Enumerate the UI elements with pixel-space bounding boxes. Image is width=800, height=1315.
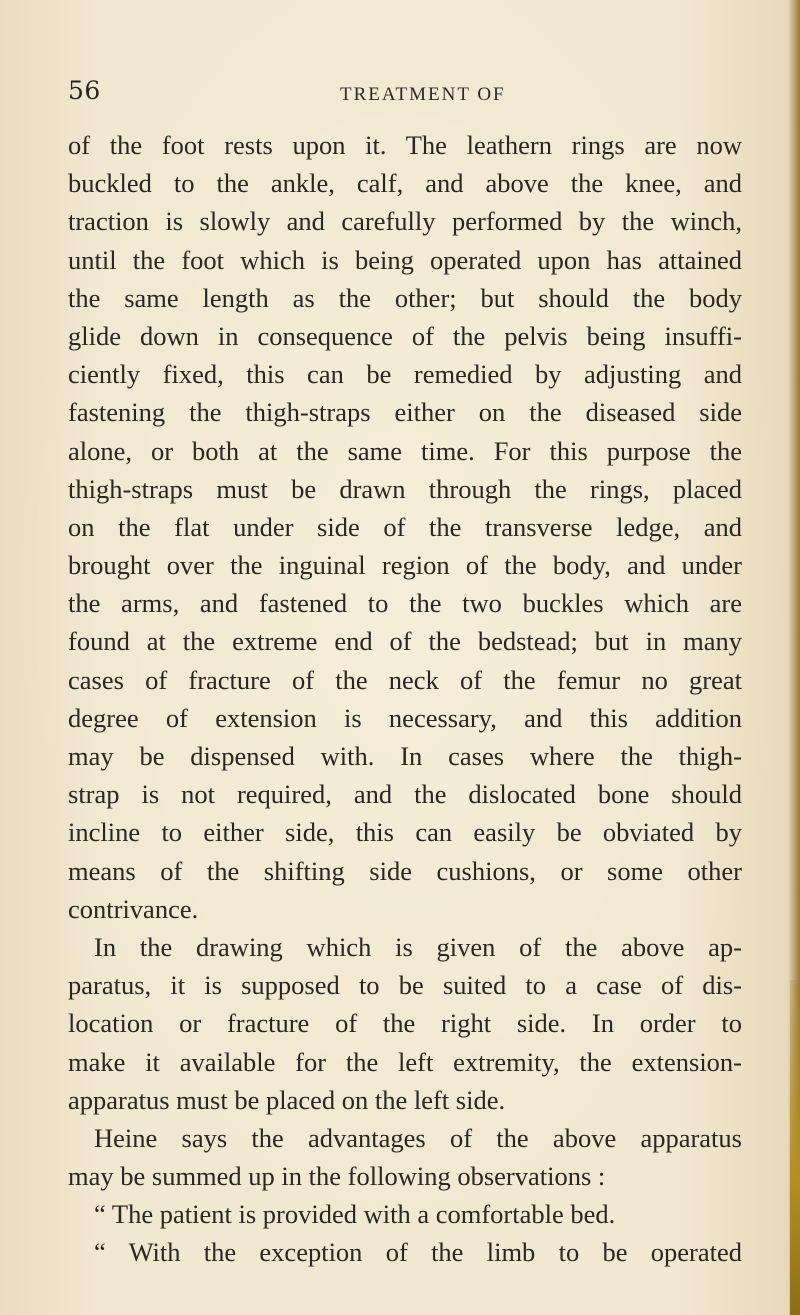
text-line: on the flat under side of the transverse ledge, and [68, 511, 742, 542]
text-line: means of the shifting side cushions, or some other [68, 855, 742, 886]
text-line: “ With the exception of the limb to be operated [94, 1237, 742, 1268]
text-line: glide down in consequence of the pelvis being insuffi- [68, 320, 742, 351]
text-line: make it available for the left extremity, the extension- [68, 1046, 742, 1077]
text-line: “ The patient is provided with a comfortable bed. [94, 1199, 616, 1230]
text-line: ciently fixed, this can be remedied by adjusting and [68, 359, 742, 390]
running-head: TREATMENT OF [340, 84, 506, 105]
text-line: brought over the inguinal region of the body, and under [68, 550, 742, 581]
text-line: found at the extreme end of the bedstead; but in many [68, 626, 742, 657]
text-line: location or fracture of the right side. In order to [68, 1008, 742, 1039]
text-line: buckled to the ankle, calf, and above the knee, and [68, 168, 742, 199]
text-line: apparatus must be placed on the left side. [68, 1084, 506, 1115]
text-line: the arms, and fastened to the two buckles which are [68, 588, 742, 619]
text-line: of the foot rests upon it. The leathern rings are now [68, 130, 742, 160]
text-line: until the foot which is being operated upon has attained [68, 244, 742, 275]
text-line: contrivance. [68, 893, 199, 924]
text-line: the same length as the other; but should the body [68, 282, 742, 313]
text-line: strap is not required, and the dislocated bone should [68, 779, 742, 810]
text-line: traction is slowly and carefully performed by the winch, [68, 206, 742, 237]
text-line: fastening the thigh-straps either on the diseased side [68, 397, 742, 428]
text-line: may be dispensed with. In cases where the thigh- [68, 741, 742, 771]
page-edge-stain [790, 980, 800, 1315]
text-line: alone, or both at the same time. For this purpose the [68, 435, 742, 466]
text-line: may be summed up in the following observations : [68, 1161, 606, 1192]
text-line: In the drawing which is given of the above ap- [94, 931, 742, 962]
page-number: 56 [68, 76, 101, 105]
text-line: cases of fracture of the neck of the femur no great [68, 664, 742, 695]
page-header [68, 76, 768, 116]
text-line: degree of extension is necessary, and this addition [68, 702, 742, 733]
text-line: thigh-straps must be drawn through the rings, placed [68, 473, 742, 504]
body-text [68, 126, 742, 1272]
text-line: incline to either side, this can easily be obviated by [68, 817, 742, 848]
text-line: Heine says the advantages of the above apparatus [94, 1122, 742, 1153]
text-line: paratus, it is supposed to be suited to a case of dis- [68, 970, 742, 1001]
